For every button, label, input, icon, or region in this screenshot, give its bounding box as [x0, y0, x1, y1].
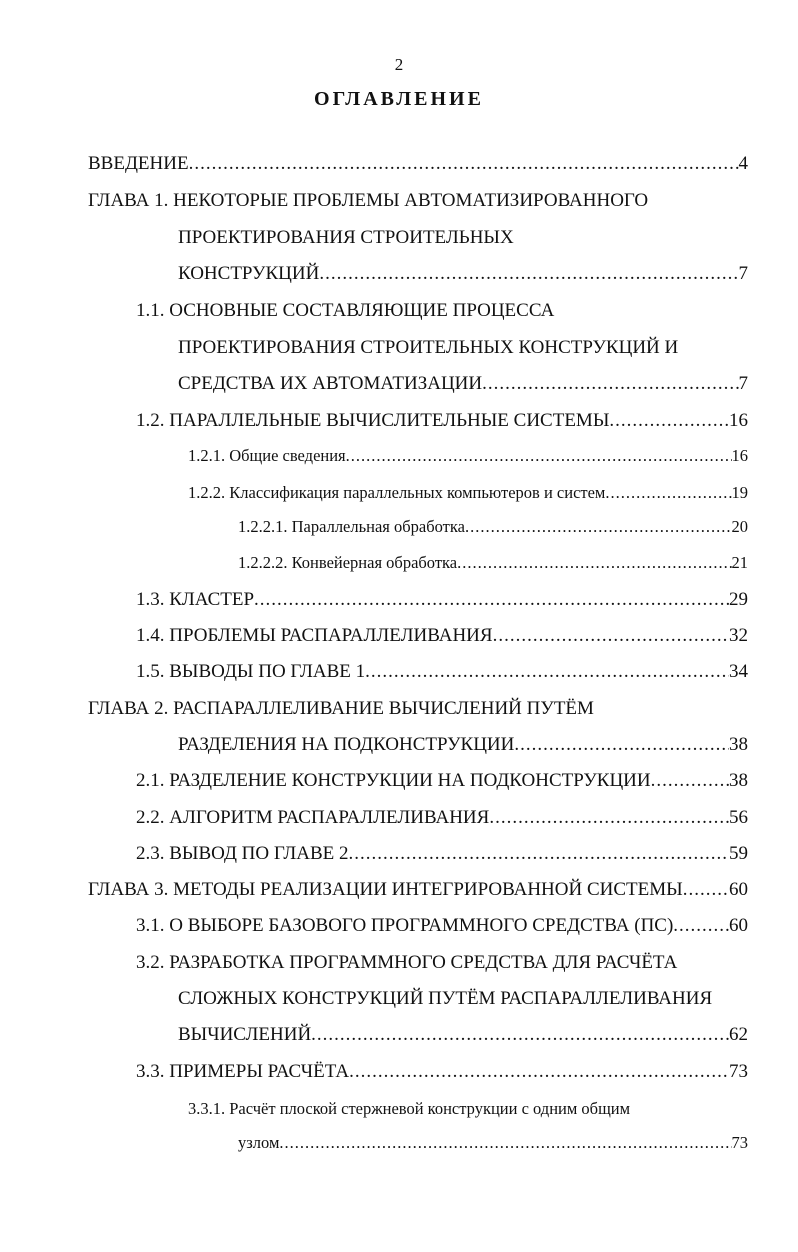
toc-entry-continuation [178, 333, 748, 363]
toc-entry-title: 1.2.2. Классификация параллельных компьютеров и систем [188, 483, 606, 502]
toc-entry-introduction[interactable] [88, 149, 748, 179]
leader-dots [189, 149, 739, 179]
leader-dots [489, 803, 729, 833]
toc-entry-title: СРЕДСТВА ИХ АВТОМАТИЗАЦИИ [178, 373, 483, 394]
toc-entry-page: 16 [731, 446, 748, 465]
toc-entry-continuation[interactable] [178, 730, 748, 760]
toc-entry-1-5[interactable] [136, 657, 748, 687]
toc-entry-title: 2.2. АЛГОРИТМ РАСПАРАЛЛЕЛИВАНИЯ [136, 807, 490, 828]
toc-entry-1-2-2-2[interactable] [238, 548, 748, 578]
leader-dots [465, 512, 732, 542]
page-number: 2 [394, 55, 404, 74]
toc-entry-title: ПРОЕКТИРОВАНИЯ СТРОИТЕЛЬНЫХ КОНСТРУКЦИЙ И [178, 337, 679, 358]
toc-entry-title: 1.2. ПАРАЛЛЕЛЬНЫЕ ВЫЧИСЛИТЕЛЬНЫЕ СИСТЕМЫ [136, 410, 610, 431]
toc-entry-title: ВЫЧИСЛЕНИЙ [178, 1024, 312, 1045]
toc-entry-2-1[interactable] [136, 766, 748, 796]
leader-dots [311, 1020, 729, 1050]
toc-entry-continuation[interactable] [178, 1020, 748, 1050]
toc-entry-3-3[interactable] [136, 1057, 748, 1087]
toc-entry-title: 1.3. КЛАСТЕР [136, 589, 255, 610]
toc-entry-continuation [178, 223, 748, 253]
toc-entry-page: 73 [731, 1133, 748, 1152]
leader-dots [683, 875, 729, 905]
toc-entry-continuation[interactable] [178, 259, 748, 289]
toc-entry-title: 3.1. О ВЫБОРЕ БАЗОВОГО ПРОГРАММНОГО СРЕДСТВА (ПС) [136, 915, 674, 936]
toc-entry-page: 16 [729, 410, 748, 431]
toc-entry-title: 3.2. РАЗРАБОТКА ПРОГРАММНОГО СРЕДСТВА ДЛЯ РАСЧЁТА [136, 952, 678, 973]
leader-dots [349, 839, 729, 869]
leader-dots [673, 911, 729, 941]
toc-entry-1-2-2-1[interactable] [238, 512, 748, 542]
toc-entry-title: РАЗДЕЛЕНИЯ НА ПОДКОНСТРУКЦИИ [178, 734, 515, 755]
toc-entry-2-3[interactable] [136, 839, 748, 869]
toc-entry-page: 29 [729, 589, 748, 610]
toc-entry-page: 38 [729, 770, 748, 791]
toc-entry-page: 21 [731, 553, 748, 572]
toc-entry-title: 1.2.1. Общие сведения [188, 446, 346, 465]
toc-entry-page: 56 [729, 807, 748, 828]
toc-entry-chapter-3[interactable] [88, 875, 748, 905]
leader-dots [514, 730, 729, 760]
leader-dots [279, 1128, 731, 1158]
toc-entry-page: 32 [729, 625, 748, 646]
toc-entry-title: 2.3. ВЫВОД ПО ГЛАВЕ 2 [136, 843, 349, 864]
leader-dots [493, 621, 729, 651]
toc-entry-1-1[interactable] [136, 296, 748, 326]
toc-entry-title: ГЛАВА 1. НЕКОТОРЫЕ ПРОБЛЕМЫ АВТОМАТИЗИРОВАННОГО [88, 190, 649, 211]
toc-entry-chapter-1[interactable] [88, 186, 748, 216]
toc-entry-title: 1.5. ВЫВОДЫ ПО ГЛАВЕ 1 [136, 661, 366, 682]
toc-entry-page: 7 [738, 373, 748, 394]
toc-entry-continuation [178, 984, 748, 1014]
toc-entry-1-4[interactable] [136, 621, 748, 651]
toc-entry-title: 3.3. ПРИМЕРЫ РАСЧЁТА [136, 1061, 350, 1082]
leader-dots [319, 259, 738, 289]
toc-entry-page: 60 [729, 915, 748, 936]
toc-entry-2-2[interactable] [136, 803, 748, 833]
toc-entry-chapter-2[interactable] [88, 694, 748, 724]
toc-entry-title: КОНСТРУКЦИЙ [178, 263, 320, 284]
toc-entry-3-1[interactable] [136, 911, 748, 941]
leader-dots [482, 369, 738, 399]
toc-entry-page: 38 [729, 734, 748, 755]
toc-entry-title: узлом [238, 1133, 280, 1152]
toc-entry-page: 4 [738, 153, 748, 174]
toc-entry-page: 20 [731, 517, 748, 536]
leader-dots [605, 478, 731, 508]
toc-entry-title: СЛОЖНЫХ КОНСТРУКЦИЙ ПУТЁМ РАСПАРАЛЛЕЛИВАНИЯ [178, 988, 713, 1009]
toc-entry-page: 60 [729, 879, 748, 900]
toc-entry-continuation[interactable] [238, 1128, 748, 1158]
toc-entry-title: 1.4. ПРОБЛЕМЫ РАСПАРАЛЛЕЛИВАНИЯ [136, 625, 493, 646]
leader-dots [346, 441, 732, 471]
toc-entry-continuation[interactable] [178, 369, 748, 399]
toc-entry-title: ВВЕДЕНИЕ [88, 153, 189, 174]
toc-entry-page: 19 [731, 483, 748, 502]
toc-entry-page: 73 [729, 1061, 748, 1082]
toc-entry-1-3[interactable] [136, 585, 748, 615]
toc-entry-title: ПРОЕКТИРОВАНИЯ СТРОИТЕЛЬНЫХ [178, 227, 514, 248]
leader-dots [457, 548, 731, 578]
toc-entry-title: ГЛАВА 3. МЕТОДЫ РЕАЛИЗАЦИИ ИНТЕГРИРОВАННОЙ СИСТЕМЫ [88, 879, 683, 900]
toc-entry-title: 3.3.1. Расчёт плоской стержневой конструкции с одним общим [188, 1099, 631, 1118]
toc-entry-1-2-2[interactable] [188, 478, 748, 508]
toc-entry-title: 1.2.2.1. Параллельная обработка [238, 517, 465, 536]
toc-entry-3-2[interactable] [136, 948, 748, 978]
leader-dots [349, 1057, 729, 1087]
leader-dots [254, 585, 729, 615]
toc-entry-page: 59 [729, 843, 748, 864]
leader-dots [365, 657, 729, 687]
toc-entry-title: 2.1. РАЗДЕЛЕНИЕ КОНСТРУКЦИИ НА ПОДКОНСТРУКЦИИ [136, 770, 651, 791]
toc-entry-1-2-1[interactable] [188, 441, 748, 471]
toc-entry-title: 1.1. ОСНОВНЫЕ СОСТАВЛЯЮЩИЕ ПРОЦЕССА [136, 300, 555, 321]
toc-entry-page: 34 [729, 661, 748, 682]
leader-dots [651, 766, 729, 796]
toc-entry-1-2[interactable] [136, 406, 748, 436]
toc-entry-3-3-1[interactable] [188, 1094, 748, 1124]
toc-title: ОГЛАВЛЕНИЕ [314, 88, 484, 110]
toc-entry-page: 7 [738, 263, 748, 284]
toc-entry-page: 62 [729, 1024, 748, 1045]
leader-dots [609, 406, 729, 436]
toc-entry-title: ГЛАВА 2. РАСПАРАЛЛЕЛИВАНИЕ ВЫЧИСЛЕНИЙ ПУТЁМ [88, 698, 594, 719]
toc-entry-title: 1.2.2.2. Конвейерная обработка [238, 553, 458, 572]
